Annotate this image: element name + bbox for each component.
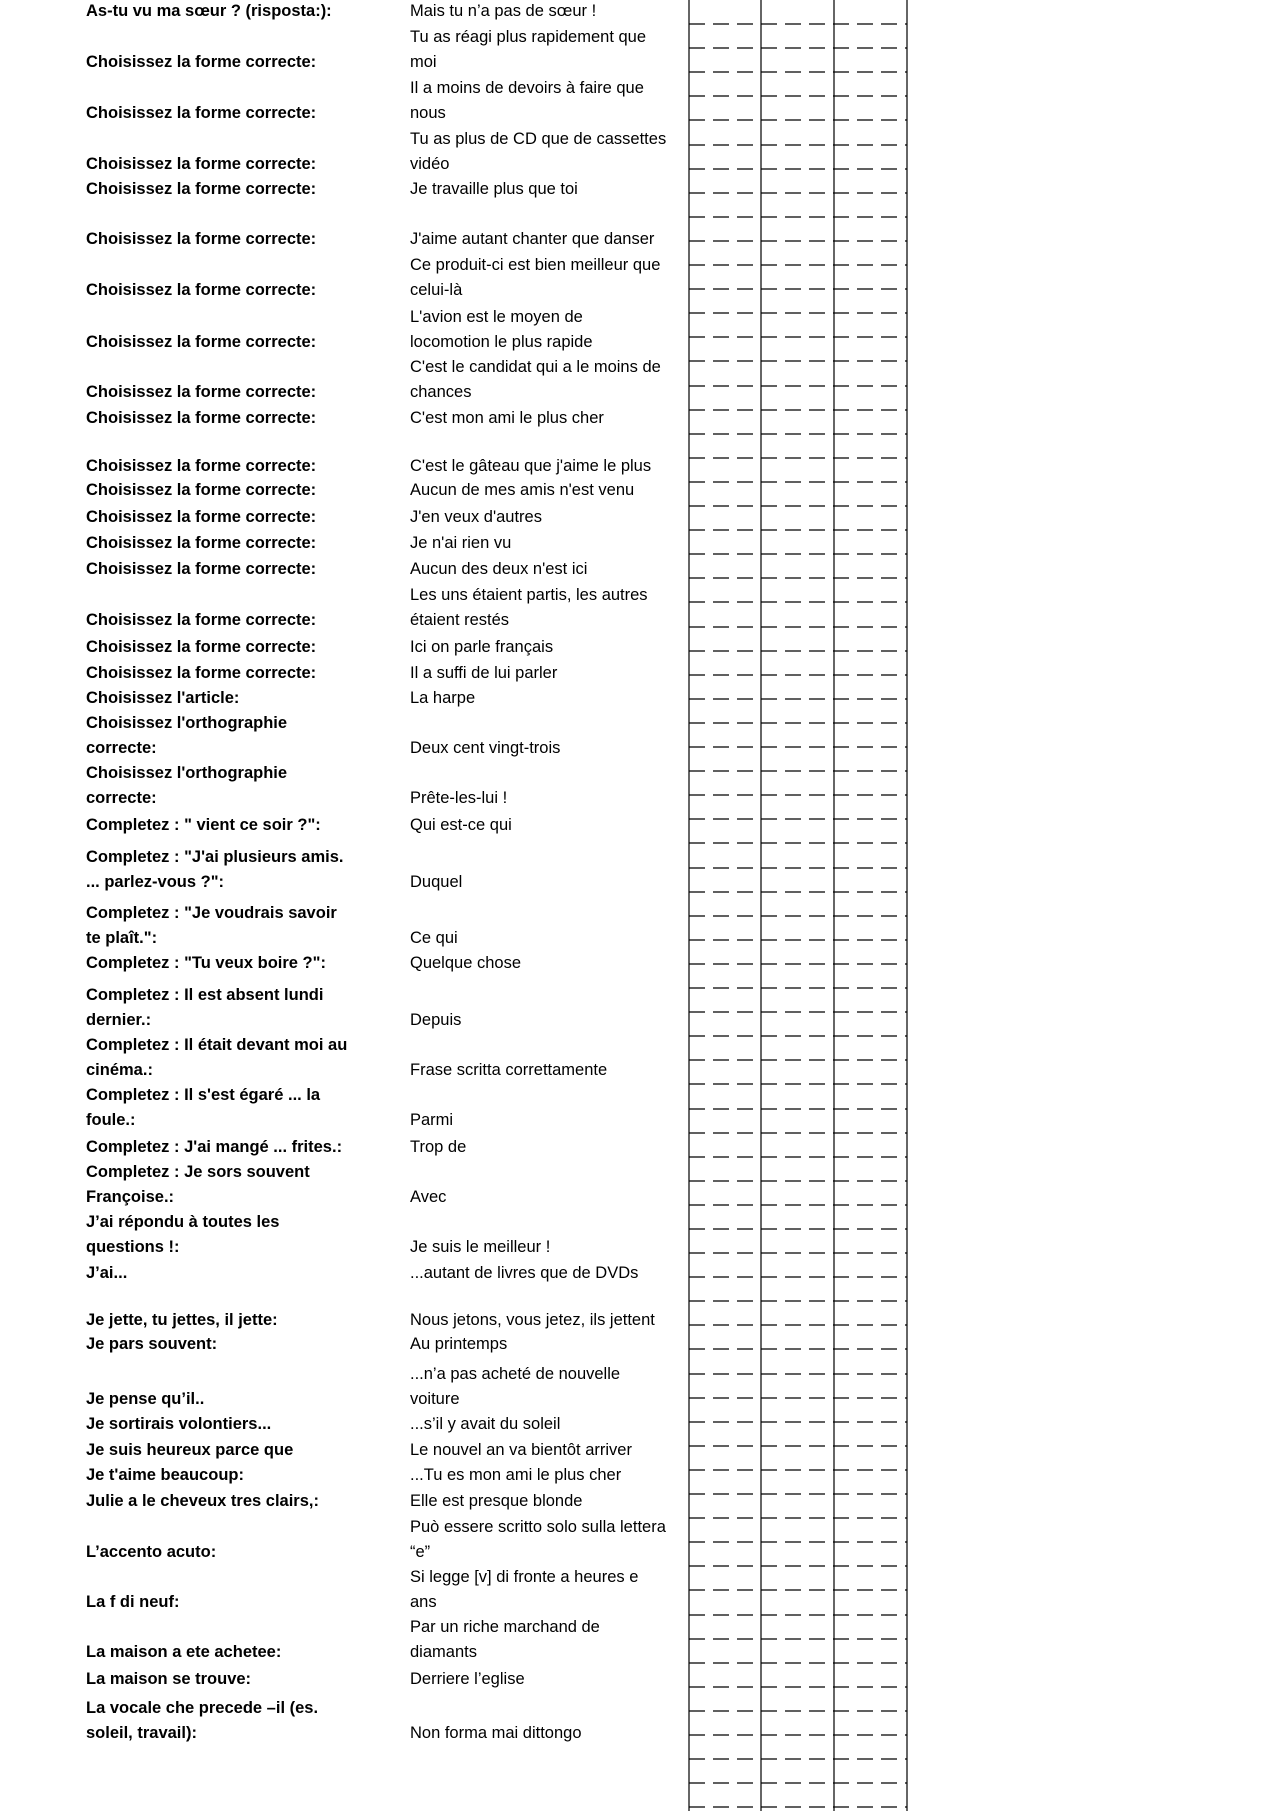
answer-grid (688, 0, 908, 1811)
question-text-line: La vocale che precede –il (es. (86, 1699, 319, 1717)
question-text-line: Choisissez la forme correcte: (86, 230, 317, 248)
question-text-line: te plaît.": (86, 929, 158, 947)
answer-text-line: ...n’a pas acheté de nouvelle (410, 1365, 621, 1383)
answer-text-line: Nous jetons, vous jetez, ils jettent (410, 1311, 655, 1329)
answer-text-line: “e” (410, 1543, 431, 1561)
question-text-line: Completez : "Je voudrais savoir (86, 904, 337, 922)
question-text-line: Je pars souvent: (86, 1335, 218, 1353)
question-text-line: Completez : Il est absent lundi (86, 986, 324, 1004)
question-text-line: questions !: (86, 1238, 180, 1256)
answer-text-line: Il a moins de devoirs à faire que (410, 79, 644, 97)
question-text-line: dernier.: (86, 1011, 152, 1029)
question-text-line: Choisissez la forme correcte: (86, 409, 317, 427)
question-text-line: La maison a ete achetee: (86, 1643, 282, 1661)
question-text-line: foule.: (86, 1111, 136, 1129)
answer-text-line: étaient restés (410, 611, 510, 629)
answer-text-line: Au printemps (410, 1335, 508, 1353)
answer-text-line: La harpe (410, 689, 476, 707)
question-text-line: correcte: (86, 739, 157, 757)
answer-text-line: J'aime autant chanter que danser (410, 230, 655, 248)
question-text-line: Je pense qu’il.. (86, 1390, 205, 1408)
answer-text-line: Frase scritta correttamente (410, 1061, 608, 1079)
question-text-line: Completez : Je sors souvent (86, 1163, 310, 1181)
answer-text-line: Les uns étaient partis, les autres (410, 586, 648, 604)
answer-text-line: Non forma mai dittongo (410, 1724, 582, 1742)
question-text-line: Choisissez la forme correcte: (86, 638, 317, 656)
answer-text-line: Avec (410, 1188, 447, 1206)
question-text-line: ... parlez-vous ?": (86, 873, 225, 891)
question-text-line: Choisissez la forme correcte: (86, 180, 317, 198)
answer-text-line: diamants (410, 1643, 477, 1661)
question-text-line: La maison se trouve: (86, 1670, 252, 1688)
answer-text-line: celui-là (410, 281, 463, 299)
question-text-line: Choisissez la forme correcte: (86, 508, 317, 526)
answer-text-line: Ce qui (410, 929, 458, 947)
answer-text-line: Il a suffi de lui parler (410, 664, 558, 682)
answer-text-line: ...s’il y avait du soleil (410, 1415, 561, 1433)
question-text-line: J’ai répondu à toutes les (86, 1213, 280, 1231)
question-text-line: Françoise.: (86, 1188, 175, 1206)
question-text-line: Choisissez la forme correcte: (86, 281, 317, 299)
answer-text-line: ...autant de livres que de DVDs (410, 1264, 639, 1282)
answer-text-line: Prête-les-lui ! (410, 789, 508, 807)
question-text-line: Choisissez la forme correcte: (86, 560, 317, 578)
answer-text-line: L'avion est le moyen de (410, 308, 583, 326)
answer-text-line: voiture (410, 1390, 460, 1408)
question-text-line: Choisissez la forme correcte: (86, 664, 317, 682)
answer-text-line: Può essere scritto solo sulla lettera (410, 1518, 666, 1536)
answer-text-line: Qui est-ce qui (410, 816, 512, 834)
question-prompt (86, 1696, 386, 1746)
answer-text-line: Tu as réagi plus rapidement que (410, 28, 647, 46)
question-text-line: Completez : J'ai mangé ... frites.: (86, 1138, 343, 1156)
answer-text (410, 1721, 685, 1746)
answer-text-line: Derriere l’eglise (410, 1670, 525, 1688)
question-text-line: Je suis heureux parce que (86, 1441, 294, 1459)
question-text-line: L’accento acuto: (86, 1543, 217, 1561)
question-text-line: Choisissez la forme correcte: (86, 457, 317, 475)
question-text-line: Choisissez la forme correcte: (86, 611, 317, 629)
answer-text-line: C'est le gâteau que j'aime le plus (410, 457, 652, 475)
answer-text-line: Mais tu n’a pas de sœur ! (410, 2, 597, 20)
answer-text-line: Parmi (410, 1111, 454, 1129)
question-text-line: cinéma.: (86, 1061, 153, 1079)
question-text-line: correcte: (86, 789, 157, 807)
question-text-line: As-tu vu ma sœur ? (risposta:): (86, 2, 332, 20)
answer-text-line: locomotion le plus rapide (410, 333, 593, 351)
answer-text-line: C'est mon ami le plus cher (410, 409, 604, 427)
question-text-line: Choisissez l'article: (86, 689, 240, 707)
question-text-line: Choisissez l'orthographie (86, 764, 288, 782)
question-text-line: Choisissez la forme correcte: (86, 333, 317, 351)
answer-text-line: Duquel (410, 873, 463, 891)
answer-text-line: Tu as plus de CD que de cassettes (410, 130, 667, 148)
question-text-line: Choisissez la forme correcte: (86, 104, 317, 122)
question-text-line: Completez : " vient ce soir ?": (86, 816, 321, 834)
answer-text-line: Ce produit-ci est bien meilleur que (410, 256, 661, 274)
answer-text-line: chances (410, 383, 472, 401)
question-text-line: Choisissez la forme correcte: (86, 481, 317, 499)
answer-text-line: Par un riche marchand de (410, 1618, 600, 1636)
answer-text-line: moi (410, 53, 437, 71)
answer-text-line: Trop de (410, 1138, 467, 1156)
question-text-line: Completez : Il s'est égaré ... la (86, 1086, 321, 1104)
answer-text-line: C'est le candidat qui a le moins de (410, 358, 661, 376)
question-text-line: Completez : "Tu veux boire ?": (86, 954, 326, 972)
question-text-line: Choisissez l'orthographie (86, 714, 288, 732)
question-text-line: Je sortirais volontiers... (86, 1415, 272, 1433)
question-text-line: La f di neuf: (86, 1593, 180, 1611)
question-text-line: Completez : "J'ai plusieurs amis. (86, 848, 344, 866)
answer-text-line: Le nouvel an va bientôt arriver (410, 1441, 632, 1459)
answer-text-line: vidéo (410, 155, 450, 173)
question-text-line: Julie a le cheveux tres clairs,: (86, 1492, 319, 1510)
answer-text-line: ans (410, 1593, 437, 1611)
answer-text-line: Je travaille plus que toi (410, 180, 578, 198)
question-text-line: soleil, travail): (86, 1724, 197, 1742)
answer-text-line: Depuis (410, 1011, 462, 1029)
question-text-line: Je t'aime beaucoup: (86, 1466, 244, 1484)
answer-text-line: nous (410, 104, 446, 122)
answer-text-line: Elle est presque blonde (410, 1492, 583, 1510)
answer-text-line: Quelque chose (410, 954, 521, 972)
question-text-line: Choisissez la forme correcte: (86, 155, 317, 173)
question-text-line: Completez : Il était devant moi au (86, 1036, 348, 1054)
answer-text-line: ...Tu es mon ami le plus cher (410, 1466, 622, 1484)
question-text-line: Choisissez la forme correcte: (86, 534, 317, 552)
answer-text-line: Je suis le meilleur ! (410, 1238, 551, 1256)
question-text-line: Je jette, tu jettes, il jette: (86, 1311, 278, 1329)
answer-text-line: Aucun des deux n'est ici (410, 560, 588, 578)
answer-text-line: Deux cent vingt-trois (410, 739, 561, 757)
answer-text-line: Je n'ai rien vu (410, 534, 512, 552)
answer-text-line: Si legge [v] di fronte a heures e (410, 1568, 639, 1586)
question-text-line: Choisissez la forme correcte: (86, 383, 317, 401)
question-text-line: J’ai... (86, 1264, 128, 1282)
question-text-line: Choisissez la forme correcte: (86, 53, 317, 71)
answer-text-line: Aucun de mes amis n'est venu (410, 481, 635, 499)
answer-text-line: Ici on parle français (410, 638, 554, 656)
answer-text-line: J'en veux d'autres (410, 508, 542, 526)
